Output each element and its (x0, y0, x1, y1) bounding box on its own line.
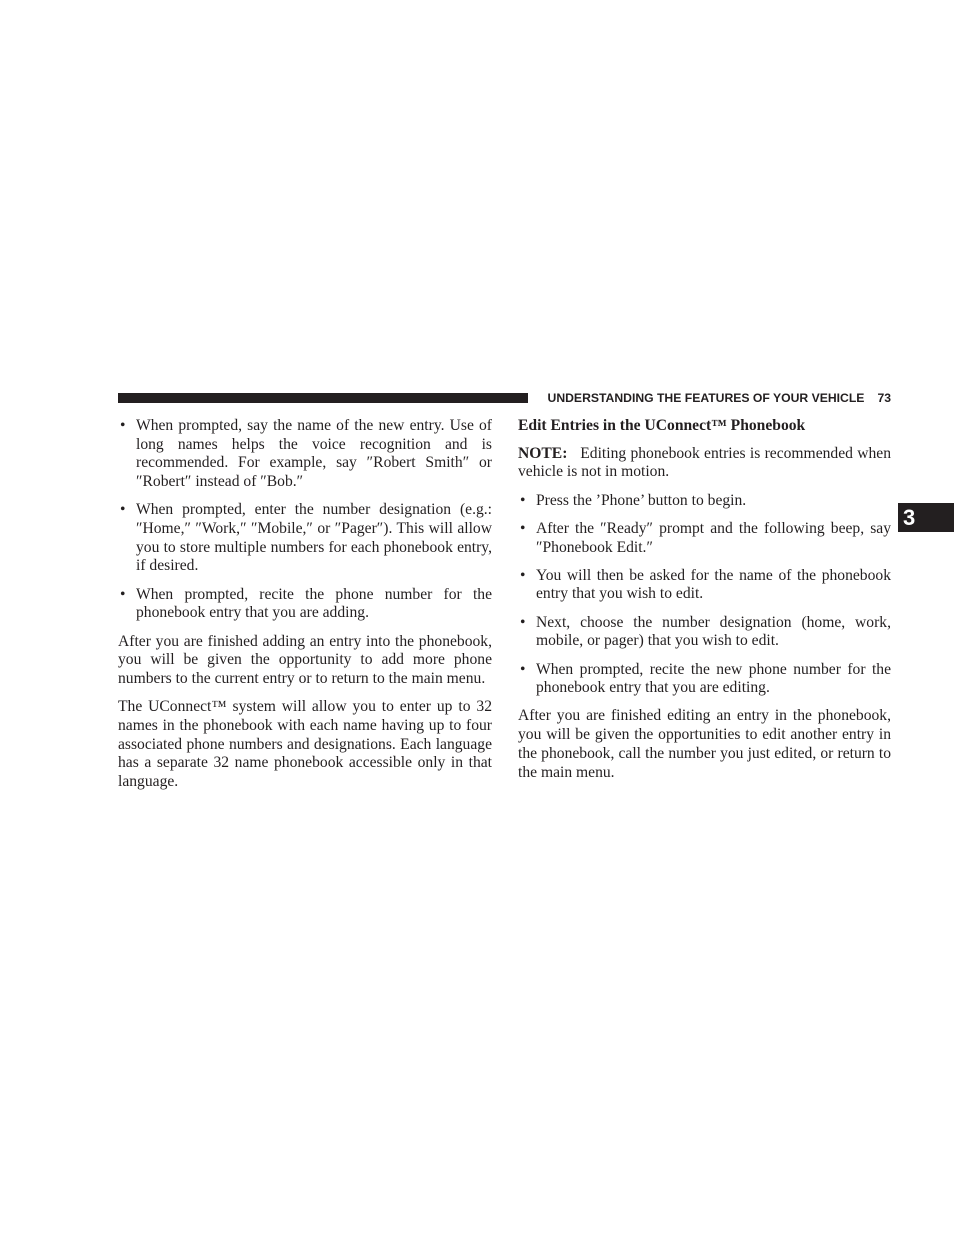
header-title: UNDERSTANDING THE FEATURES OF YOUR VEHICLE (547, 391, 865, 405)
list-item-text: Press the ’Phone’ button to begin. (536, 491, 747, 509)
list-item-text: You will then be asked for the name of the phonebook entry that you wish to edit. (536, 566, 891, 603)
running-header (538, 390, 891, 406)
list-item (518, 614, 891, 651)
bullet-icon: • (120, 417, 126, 434)
list-item-text: Next, choose the number designation (home, work, mobile, or pager) that you wish to edit. (536, 613, 891, 650)
note-paragraph (518, 445, 891, 482)
list-item-text: After the ″Ready″ prompt and the following beep, say ″Phonebook Edit.″ (536, 519, 891, 556)
bullet-icon: • (120, 585, 126, 603)
bullet-icon: • (520, 660, 526, 678)
note-label: NOTE: (518, 444, 568, 462)
list-item (518, 661, 891, 698)
section-heading: Edit Entries in the UConnect™ Phonebook (518, 417, 806, 434)
bullet-icon: • (520, 613, 526, 631)
bullet-icon: • (520, 491, 526, 509)
page-number: 73 (877, 391, 891, 405)
list-item (518, 492, 891, 511)
bullet-icon: • (520, 519, 526, 537)
list-item (518, 567, 891, 604)
list-item-text: When prompted, enter the number designation (e.g.: ″Home,″ ″Work,″ ″Mobile,″ or ″Pager″). This will allow you to store multiple numbers for each phonebook entry, if desired. (136, 501, 492, 575)
bullet-icon: • (520, 566, 526, 584)
list-item-text: When prompted, recite the new phone number for the phonebook entry that you are editing. (536, 660, 891, 697)
header-rule (118, 393, 528, 403)
list-item (118, 501, 492, 576)
left-column (118, 417, 492, 801)
note-text: Editing phonebook entries is recommended when vehicle is not in motion. (518, 444, 891, 481)
chapter-tab: 3 (898, 503, 954, 532)
body-paragraph: After you are finished adding an entry into the phonebook, you will be given the opportunity to add more phone numbers to the current entry or to return to the main menu. (118, 632, 492, 687)
list-item (518, 520, 891, 557)
body-paragraph: After you are finished editing an entry in the phonebook, you will be given the opportunities to edit another entry in the phonebook, call the number you just edited, or return to the main menu. (518, 707, 891, 781)
body-paragraph: The UConnect™ system will allow you to enter up to 32 names in the phonebook with each name having up to four associated phone numbers and designations. Each language has a separate 32 name phonebook accessible only in that language. (118, 698, 492, 790)
list-item (118, 586, 492, 623)
list-item (118, 417, 492, 492)
bullet-icon: • (120, 501, 126, 519)
right-column (518, 417, 891, 792)
list-item-text: When prompted, recite the phone number for the phonebook entry that you are adding. (136, 585, 492, 622)
list-item-text: When prompted, say the name of the new entry. Use of long names helps the voice recognition and is recommended. For example, say ″Robert Smith″ or ″Robert″ instead of ″Bob.″ (136, 417, 492, 491)
